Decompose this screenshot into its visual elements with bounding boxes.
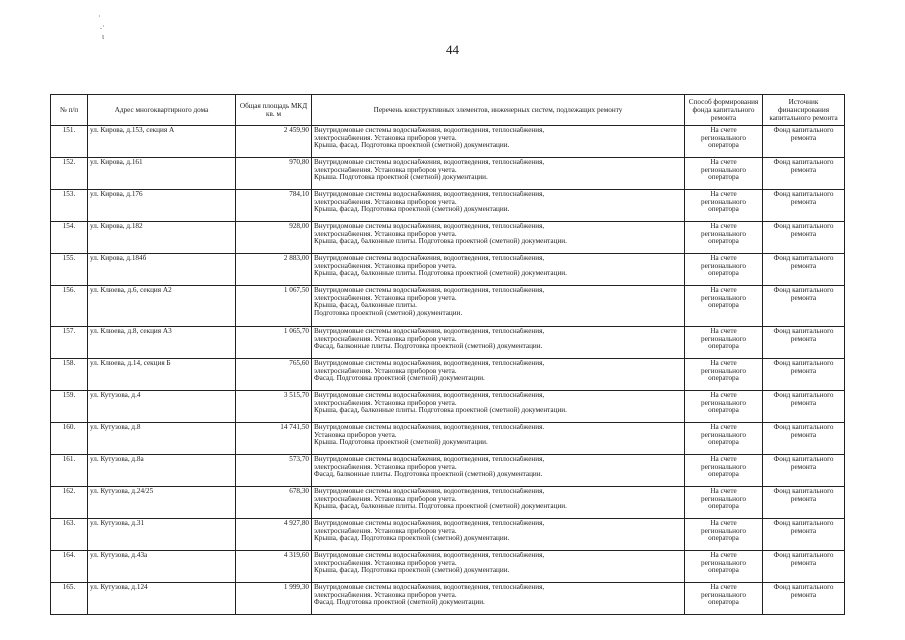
row-source: Фонд капитального ремонта xyxy=(763,286,845,327)
row-number: 157. xyxy=(51,327,88,359)
row-method: На счете регионального оператора xyxy=(685,519,763,551)
row-source: Фонд капитального ремонта xyxy=(763,423,845,455)
table-row xyxy=(51,455,845,487)
row-area: 970,80 xyxy=(236,158,312,190)
scan-specks: · .· ι xyxy=(98,12,105,41)
row-source: Фонд капитального ремонта xyxy=(763,359,845,391)
works-line: Крыша, фасад, балконные плиты. Подготовка проектной (сметной) документации. xyxy=(314,270,567,278)
row-area: 3 515,70 xyxy=(236,391,312,423)
works-line: Крыша, фасад, балконные плиты. Подготовка проектной (сметной) документации. xyxy=(314,238,567,246)
row-number: 153. xyxy=(51,190,88,222)
row-area: 1 067,50 xyxy=(236,286,312,327)
row-works xyxy=(312,286,685,327)
row-method: На счете регионального оператора xyxy=(685,190,763,222)
works-line: Внутридомовые системы водоснабжения, водоотведения, теплоснабжения, xyxy=(314,223,545,230)
row-address: ул. Кутузова, д.124 xyxy=(88,583,236,615)
works-line: Установка приборов учета. xyxy=(314,431,397,439)
works-line: Крыша, фасад, балконные плиты. Подготовка проектной (сметной) документации. xyxy=(314,407,567,415)
row-works xyxy=(312,583,685,615)
header-method: Способ формирования фонда капитального ремонта xyxy=(685,95,763,126)
row-address: ул. Кутузова, д.4 xyxy=(88,391,236,423)
works-line: Крыша, фасад, балконные плиты. Подготовка проектной (сметной) документации. xyxy=(314,503,567,511)
row-method: На счете регионального оператора xyxy=(685,158,763,190)
row-method: На счете регионального оператора xyxy=(685,327,763,359)
table-row xyxy=(51,222,845,254)
table-row xyxy=(51,583,845,615)
row-source: Фонд капитального ремонта xyxy=(763,551,845,583)
works-line: Внутридомовые системы водоснабжения, водоотведения, теплоснабжения, xyxy=(314,159,545,166)
row-works xyxy=(312,190,685,222)
table-row xyxy=(51,391,845,423)
works-line: электроснабжения. Установка приборов учета. xyxy=(314,262,457,270)
works-line: Фасад, балконные плиты. Подготовка проектной (сметной) документации. xyxy=(314,471,543,479)
page-number: 44 xyxy=(446,42,459,57)
works-line: Внутридомовые системы водоснабжения, водоотведения, теплоснабжения, xyxy=(314,255,545,262)
works-line: Внутридомовые системы водоснабжения, водоотведения, теплоснабжения, xyxy=(314,488,545,495)
row-method: На счете регионального оператора xyxy=(685,487,763,519)
works-line: Фасад. Подготовка проектной (сметной) документации. xyxy=(314,599,485,607)
works-line: электроснабжения. Установка приборов учета. xyxy=(314,134,457,142)
capital-repair-table xyxy=(50,94,845,615)
works-line: Внутридомовые системы водоснабжения, водоотведения, теплоснабжения, xyxy=(314,360,545,367)
header-num: № п/п xyxy=(51,95,88,126)
row-works xyxy=(312,391,685,423)
row-number: 165. xyxy=(51,583,88,615)
row-method: На счете регионального оператора xyxy=(685,254,763,286)
row-works xyxy=(312,551,685,583)
row-source: Фонд капитального ремонта xyxy=(763,222,845,254)
table-row xyxy=(51,551,845,583)
row-area: 573,70 xyxy=(236,455,312,487)
row-number: 155. xyxy=(51,254,88,286)
row-number: 162. xyxy=(51,487,88,519)
works-line: электроснабжения. Установка приборов учета. xyxy=(314,559,457,567)
table-header-row xyxy=(51,95,845,126)
row-number: 151. xyxy=(51,126,88,158)
row-number: 163. xyxy=(51,519,88,551)
row-method: На счете регионального оператора xyxy=(685,583,763,615)
works-line: электроснабжения. Установка приборов учета. xyxy=(314,527,457,535)
table-row xyxy=(51,487,845,519)
row-method: На счете регионального оператора xyxy=(685,359,763,391)
row-address: ул. Клюева, д.8, секция А3 xyxy=(88,327,236,359)
row-source: Фонд капитального ремонта xyxy=(763,327,845,359)
row-area: 2 883,00 xyxy=(236,254,312,286)
row-works xyxy=(312,158,685,190)
row-number: 159. xyxy=(51,391,88,423)
works-line: Внутридомовые системы водоснабжения, водоотведения, теплоснабжения, xyxy=(314,520,545,527)
works-line: электроснабжения. Установка приборов учета. xyxy=(314,591,457,599)
row-address: ул. Кутузова, д.8 xyxy=(88,423,236,455)
row-area: 678,30 xyxy=(236,487,312,519)
works-line: электроснабжения. Установка приборов учета. xyxy=(314,294,457,302)
header-area: Общая площадь МКД кв. м xyxy=(236,95,312,126)
table-row xyxy=(51,126,845,158)
row-works xyxy=(312,359,685,391)
table-row xyxy=(51,423,845,455)
row-address: ул. Кутузова, д.8а xyxy=(88,455,236,487)
row-source: Фонд капитального ремонта xyxy=(763,519,845,551)
row-method: На счете регионального оператора xyxy=(685,391,763,423)
works-line: электроснабжения. Установка приборов учета. xyxy=(314,367,457,375)
works-line: Крыша, фасад. Подготовка проектной (сметной) документации. xyxy=(314,142,510,150)
row-area: 2 459,90 xyxy=(236,126,312,158)
row-address: ул. Кутузова, д.43а xyxy=(88,551,236,583)
works-line: Внутридомовые системы водоснабжения, водоотведения, теплоснабжения, xyxy=(314,191,545,198)
table-row xyxy=(51,327,845,359)
row-number: 152. xyxy=(51,158,88,190)
works-line: Внутридомовые системы водоснабжения, водоотведения, теплоснабжения, xyxy=(314,392,545,399)
works-line: Внутридомовые системы водоснабжения, водоотведения, теплоснабжения, xyxy=(314,328,545,335)
works-line: Внутридомовые системы водоснабжения, водоотведения, теплоснабжения, xyxy=(314,287,545,294)
works-line: электроснабжения. Установка приборов учета. xyxy=(314,166,457,174)
row-source: Фонд капитального ремонта xyxy=(763,583,845,615)
row-number: 154. xyxy=(51,222,88,254)
works-line: Фасад, балконные плиты. Подготовка проектной (сметной) документации. xyxy=(314,343,543,351)
header-address: Адрес многоквартирного дома xyxy=(88,95,236,126)
row-number: 164. xyxy=(51,551,88,583)
works-line: Крыша. Подготовка проектной (сметной) документации. xyxy=(314,439,488,447)
table-row xyxy=(51,519,845,551)
row-works xyxy=(312,455,685,487)
works-line: Подготовка проектной (сметной) документации. xyxy=(314,309,463,317)
row-method: На счете регионального оператора xyxy=(685,551,763,583)
works-line: Крыша, фасад. Подготовка проектной (сметной) документации. xyxy=(314,535,510,543)
row-works xyxy=(312,222,685,254)
row-address: ул. Кутузова, д.24/25 xyxy=(88,487,236,519)
row-number: 161. xyxy=(51,455,88,487)
works-line: Крыша, фасад. Подготовка проектной (сметной) документации. xyxy=(314,567,510,575)
table-row xyxy=(51,359,845,391)
row-area: 765,60 xyxy=(236,359,312,391)
table-body xyxy=(51,126,845,615)
row-works xyxy=(312,327,685,359)
row-address: ул. Клюева, д.14, секция Б xyxy=(88,359,236,391)
works-line: Крыша, фасад, балконные плиты. xyxy=(314,302,417,310)
works-line: электроснабжения. Установка приборов учета. xyxy=(314,399,457,407)
works-line: электроснабжения. Установка приборов учета. xyxy=(314,495,457,503)
works-line: электроснабжения. Установка приборов учета. xyxy=(314,230,457,238)
row-source: Фонд капитального ремонта xyxy=(763,126,845,158)
row-method: На счете регионального оператора xyxy=(685,286,763,327)
works-line: Внутридомовые системы водоснабжения, водоотведения, теплоснабжения, xyxy=(314,584,545,591)
row-method: На счете регионального оператора xyxy=(685,423,763,455)
row-method: На счете регионального оператора xyxy=(685,455,763,487)
row-area: 4 319,60 xyxy=(236,551,312,583)
row-area: 1 065,70 xyxy=(236,327,312,359)
row-works xyxy=(312,254,685,286)
table-row xyxy=(51,254,845,286)
works-line: Внутридомовые системы водоснабжения, водоотведения, теплоснабжения, xyxy=(314,456,545,463)
row-address: ул. Кутузова, д.31 xyxy=(88,519,236,551)
header-source: Источник финансирования капитального ремонта xyxy=(763,95,845,126)
works-line: Внутридомовые системы водоснабжения, водоотведения, теплоснабжения, xyxy=(314,127,545,134)
row-number: 158. xyxy=(51,359,88,391)
works-line: Крыша. Подготовка проектной (сметной) документации. xyxy=(314,174,488,182)
row-method: На счете регионального оператора xyxy=(685,222,763,254)
works-line: Крыша, фасад. Подготовка проектной (сметной) документации. xyxy=(314,206,510,214)
table-row xyxy=(51,190,845,222)
row-number: 160. xyxy=(51,423,88,455)
row-source: Фонд капитального ремонта xyxy=(763,455,845,487)
row-area: 1 999,30 xyxy=(236,583,312,615)
row-works xyxy=(312,519,685,551)
works-line: электроснабжения. Установка приборов учета. xyxy=(314,335,457,343)
row-area: 928,00 xyxy=(236,222,312,254)
table-row xyxy=(51,158,845,190)
row-address: ул. Кирова, д.176 xyxy=(88,190,236,222)
row-works xyxy=(312,126,685,158)
works-line: Внутридомовые системы водоснабжения, водоотведения, теплоснабжения, xyxy=(314,552,545,559)
header-works: Перечень конструктивных элементов, инженерных систем, подлежащих ремонту xyxy=(312,95,685,126)
row-address: ул. Клюева, д.6, секция А2 xyxy=(88,286,236,327)
row-address: ул. Кирова, д.153, секция А xyxy=(88,126,236,158)
row-source: Фонд капитального ремонта xyxy=(763,487,845,519)
row-area: 784,10 xyxy=(236,190,312,222)
works-line: электроснабжения. Установка приборов учета. xyxy=(314,463,457,471)
table-row xyxy=(51,286,845,327)
works-line: Внутридомовые системы водоснабжения, водоотведения, теплоснабжения. xyxy=(314,424,545,431)
row-area: 4 927,80 xyxy=(236,519,312,551)
row-source: Фонд капитального ремонта xyxy=(763,158,845,190)
works-line: Фасад. Подготовка проектной (сметной) документации. xyxy=(314,375,485,383)
row-source: Фонд капитального ремонта xyxy=(763,254,845,286)
row-method: На счете регионального оператора xyxy=(685,126,763,158)
row-address: ул. Кирова, д.182 xyxy=(88,222,236,254)
works-line: электроснабжения. Установка приборов учета. xyxy=(314,198,457,206)
row-source: Фонд капитального ремонта xyxy=(763,391,845,423)
row-works xyxy=(312,423,685,455)
row-number: 156. xyxy=(51,286,88,327)
row-area: 14 741,50 xyxy=(236,423,312,455)
row-source: Фонд капитального ремонта xyxy=(763,190,845,222)
row-address: ул. Кирова, д.184б xyxy=(88,254,236,286)
row-address: ул. Кирова, д.161 xyxy=(88,158,236,190)
row-works xyxy=(312,487,685,519)
